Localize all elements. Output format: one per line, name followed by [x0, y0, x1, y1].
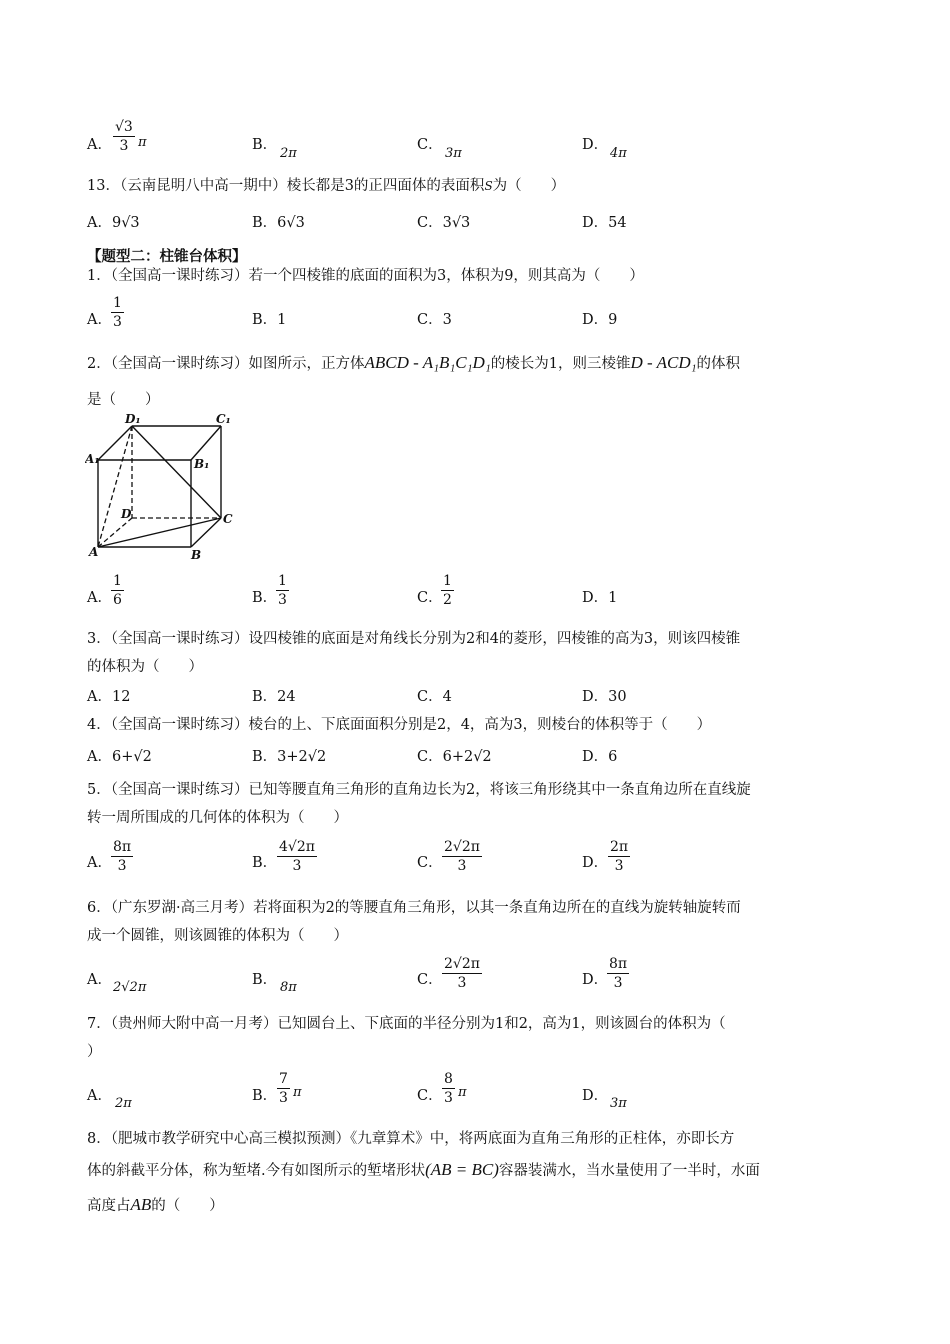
- edge-d1-c: [132, 426, 221, 518]
- cube-figure: [85, 412, 245, 564]
- question-8-line1: 8．（肥城市教学研究中心高三模拟预测）《九章算术》中，将两底面为直角三角形的正柱体，亦即长方: [87, 1131, 735, 1147]
- question-8-condition: (AB = BC): [425, 1160, 499, 1179]
- q2-option-c-num: 1: [443, 573, 452, 589]
- q6-option-a-value: 2√2π: [113, 980, 147, 995]
- q6-option-c-num: 2√2π: [444, 956, 480, 972]
- q5-option-d-fraction: [608, 838, 630, 875]
- q7-option-b-label: B．: [252, 1088, 278, 1104]
- edge-a-c: [98, 518, 221, 547]
- q6-option-d-fraction: [607, 955, 629, 992]
- prev-option-a-suffix: π: [138, 135, 147, 150]
- q1-option-a-num: 1: [113, 295, 122, 311]
- question-6-line2: 成一个圆锥，则该圆锥的体积为（ ）: [87, 928, 348, 944]
- q7-option-c-num: 8: [444, 1071, 453, 1087]
- q6-option-c-fraction: [442, 955, 482, 992]
- q4-option-b: B．3+2√2: [252, 749, 327, 765]
- label-b: B: [191, 548, 202, 562]
- q5-option-d-label: D．: [582, 855, 609, 871]
- q1-option-d: D．9: [582, 312, 618, 328]
- q13-option-c: C．3√3: [417, 215, 471, 231]
- question-5-line2: 转一周所围成的几何体的体积为（ ）: [87, 810, 348, 826]
- q6-option-c-den: 3: [457, 975, 467, 991]
- q5-option-a-num: 8π: [113, 839, 132, 855]
- q6-option-d-label: D．: [582, 972, 609, 988]
- label-a1: A₁: [85, 452, 100, 466]
- q7-option-b-den: 3: [279, 1090, 288, 1106]
- q5-option-b-fraction: [277, 838, 317, 875]
- prev-option-a-label: A．: [87, 137, 112, 153]
- question-8-line3-b: 的（ ）: [151, 1198, 224, 1214]
- question-3-line2: 的体积为（ ）: [87, 659, 203, 675]
- question-13: [87, 175, 565, 197]
- q1-option-c: C．3: [417, 312, 452, 328]
- prev-option-a-num: √3: [115, 119, 133, 135]
- q3-option-a: A．12: [87, 689, 131, 705]
- q5-option-b-num: 4√2π: [279, 839, 315, 855]
- question-2-pyramid-name: D - ACD₁: [630, 353, 697, 372]
- q7-option-b-fraction: [277, 1070, 290, 1107]
- q5-option-d-den: 3: [614, 858, 624, 874]
- q7-option-d-label: D．: [582, 1088, 609, 1104]
- question-2-line1: [87, 352, 740, 373]
- q6-option-d-num: 8π: [609, 956, 628, 972]
- question-5-line1: 5．（全国高一课时练习）已知等腰直角三角形的直角边长为2，将该三角形绕其中一条直角边所在直线旋: [87, 782, 751, 798]
- prev-option-a-fraction: [113, 118, 135, 155]
- q13-option-a: A．9√3: [87, 215, 140, 231]
- prev-option-d-value: 4π: [610, 146, 627, 161]
- q7-option-c-suffix: π: [458, 1085, 467, 1100]
- q2-option-a-den: 6: [113, 592, 122, 608]
- q7-option-c-fraction: [442, 1070, 455, 1107]
- q6-option-c-label: C．: [417, 972, 443, 988]
- question-8-line2: [87, 1159, 760, 1180]
- question-13-var: S: [484, 179, 493, 193]
- section-title: 【题型二：柱锥台体积】: [87, 249, 247, 265]
- q2-option-b-label: B．: [252, 590, 278, 606]
- q7-option-a-value: 2π: [115, 1096, 132, 1111]
- q5-option-c-fraction: [442, 838, 482, 875]
- q2-option-b-num: 1: [278, 573, 287, 589]
- label-a: A: [89, 545, 99, 559]
- q5-option-a-fraction: [111, 838, 133, 875]
- q2-option-a-fraction: [111, 572, 124, 609]
- q5-option-b-den: 3: [292, 858, 302, 874]
- q2-option-c-den: 2: [443, 592, 452, 608]
- q4-option-d: D．6: [582, 749, 618, 765]
- question-8-line3-a: 高度占: [87, 1198, 131, 1214]
- q6-option-a-label: A．: [87, 972, 112, 988]
- question-2-text-c: 的体积: [696, 356, 741, 372]
- q5-option-b-label: B．: [252, 855, 278, 871]
- label-b1: B₁: [194, 457, 210, 471]
- q13-option-d: D．54: [582, 215, 627, 231]
- q7-option-c-label: C．: [417, 1088, 443, 1104]
- edge-b1-c1: [191, 426, 221, 460]
- q2-option-d: D．1: [582, 590, 618, 606]
- prev-option-d-label: D．: [582, 137, 609, 153]
- q2-option-a-num: 1: [113, 573, 122, 589]
- question-7-line2: ）: [87, 1044, 102, 1060]
- question-4: 4．（全国高一课时练习）棱台的上、下底面面积分别是2，4，高为3，则棱台的体积等于（ ）: [87, 717, 712, 733]
- q2-option-b-fraction: [276, 572, 289, 609]
- question-8-line2-b: 容器装满水，当水量使用了一半时，水面: [498, 1163, 760, 1179]
- q6-option-d-den: 3: [613, 975, 623, 991]
- prev-option-a-den: 3: [119, 138, 129, 154]
- question-8-line2-a: 体的斜截平分体，称为堑堵.今有如图所示的堑堵形状: [87, 1163, 426, 1179]
- q2-option-c-fraction: [441, 572, 454, 609]
- q1-option-a-fraction: [111, 294, 124, 331]
- q5-option-d-num: 2π: [610, 839, 629, 855]
- q3-option-b: B．24: [252, 689, 296, 705]
- q7-option-b-num: 7: [279, 1071, 288, 1087]
- question-3-line1: 3．（全国高一课时练习）设四棱锥的底面是对角线长分别为2和4的菱形，四棱锥的高为3，则该四棱锥: [87, 631, 741, 647]
- q1-option-a-label: A．: [87, 312, 112, 328]
- question-7-line1: 7．（贵州师大附中高一月考）已知圆台上、下底面的半径分别为1和2，高为1，则该圆台的体积为（: [87, 1016, 726, 1032]
- question-13-tail: 为（ ）: [492, 178, 566, 194]
- label-d: D: [121, 507, 132, 521]
- q7-option-a-label: A．: [87, 1088, 112, 1104]
- question-2-cube-name: ABCD - A₁B₁C₁D₁: [364, 353, 491, 372]
- q5-option-c-num: 2√2π: [444, 839, 480, 855]
- label-d1: D₁: [125, 412, 141, 426]
- label-c1: C₁: [216, 412, 231, 426]
- q6-option-b-value: 8π: [280, 980, 297, 995]
- q7-option-c-den: 3: [444, 1090, 453, 1106]
- edge-b-c: [191, 518, 221, 547]
- hidden-edge-d1-a: [98, 426, 132, 547]
- question-6-line1: 6．（广东罗湖·高三月考）若将面积为2的等腰直角三角形，以其一条直角边所在的直线为旋转轴旋转而: [87, 900, 741, 916]
- q3-option-d: D．30: [582, 689, 627, 705]
- question-8-line3: [87, 1194, 224, 1215]
- q2-option-c-label: C．: [417, 590, 443, 606]
- q1-option-a-den: 3: [113, 314, 122, 330]
- question-2-text-a: 2．（全国高一课时练习）如图所示，正方体: [87, 356, 365, 372]
- q1-option-b: B．1: [252, 312, 287, 328]
- q5-option-c-den: 3: [457, 858, 467, 874]
- label-c: C: [223, 512, 233, 526]
- prev-option-c-value: 3π: [445, 146, 462, 161]
- q3-option-c: C．4: [417, 689, 452, 705]
- question-13-text: 13．（云南昆明八中高一期中）棱长都是3的正四面体的表面积: [87, 178, 485, 194]
- q6-option-b-label: B．: [252, 972, 278, 988]
- q2-option-b-den: 3: [278, 592, 287, 608]
- q4-option-a: A．6+√2: [87, 749, 152, 765]
- prev-option-b-label: B．: [252, 137, 278, 153]
- q5-option-a-den: 3: [117, 858, 127, 874]
- q7-option-b-suffix: π: [293, 1085, 302, 1100]
- question-2-line2: 是（ ）: [87, 392, 160, 408]
- q7-option-d-value: 3π: [610, 1096, 627, 1111]
- question-1: 1．（全国高一课时练习）若一个四棱锥的底面的面积为3，体积为9，则其高为（ ）: [87, 268, 644, 284]
- q13-option-b: B．6√3: [252, 215, 305, 231]
- prev-option-b-value: 2π: [280, 146, 297, 161]
- question-8-ab: AB: [130, 1195, 152, 1214]
- q4-option-c: C．6+2√2: [417, 749, 492, 765]
- prev-option-c-label: C．: [417, 137, 443, 153]
- question-2-text-b: 的棱长为1，则三棱锥: [490, 356, 631, 372]
- q5-option-c-label: C．: [417, 855, 443, 871]
- q2-option-a-label: A．: [87, 590, 112, 606]
- q5-option-a-label: A．: [87, 855, 112, 871]
